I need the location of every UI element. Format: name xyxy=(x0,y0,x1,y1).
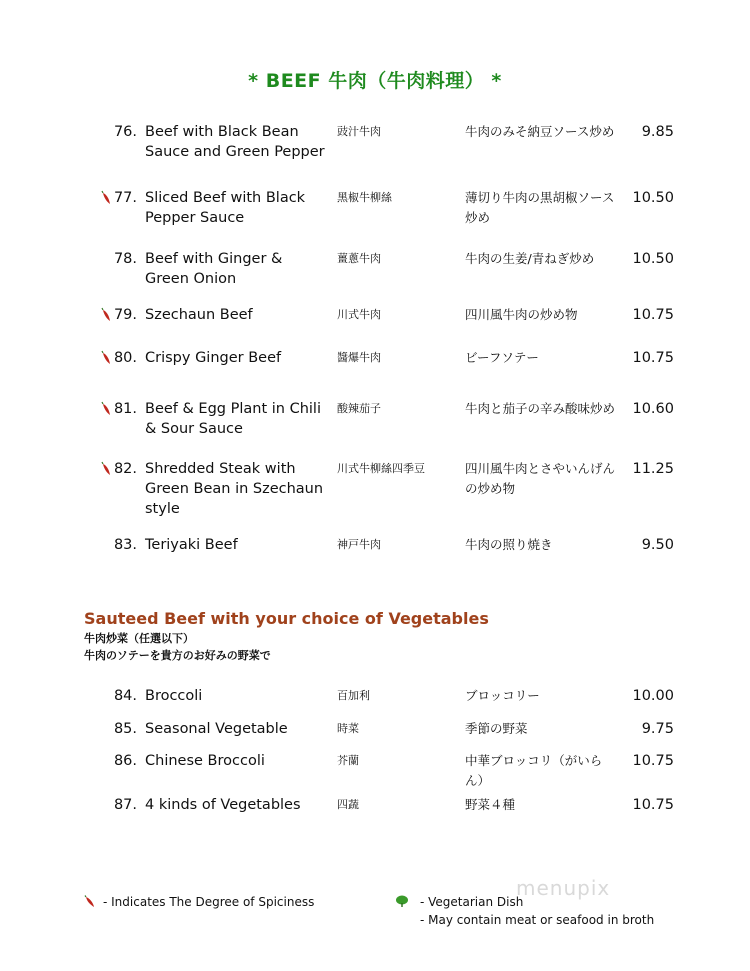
item-price: 10.75 xyxy=(632,350,674,366)
item-name-japanese: 牛肉と茄子の辛み酸味炒め xyxy=(465,401,616,416)
item-number: 81. xyxy=(113,401,137,417)
item-name-chinese: 黑椒牛柳絲 xyxy=(337,191,392,204)
item-name-chinese: 芥蘭 xyxy=(337,754,359,767)
item-number: 79. xyxy=(113,307,137,323)
item-price: 9.85 xyxy=(641,124,674,140)
item-name-japanese: 野菜４種 xyxy=(465,797,516,812)
item-name-chinese: 薑蔥牛肉 xyxy=(337,252,381,265)
item-name-english: Beef with Black Bean Sauce and Green Pepper xyxy=(145,124,325,160)
item-name-chinese: 酸辣茄子 xyxy=(337,402,381,415)
item-price: 9.75 xyxy=(641,721,674,737)
item-name-chinese: 神戸牛肉 xyxy=(337,538,381,551)
item-name-english: Szechaun Beef xyxy=(145,307,253,323)
item-price: 10.75 xyxy=(632,753,674,769)
item-price: 10.75 xyxy=(632,797,674,813)
item-name-japanese: 季節の野菜 xyxy=(465,721,528,736)
broth-note: - May contain meat or seafood in broth xyxy=(420,913,655,927)
item-name-japanese: ビーフソテー xyxy=(465,350,539,365)
chili-icon xyxy=(101,307,111,323)
item-name-english: Crispy Ginger Beef xyxy=(145,350,282,366)
section-subtitle-chinese: 牛肉炒菜（任選以下） xyxy=(84,632,194,645)
item-name-chinese: 豉汁牛肉 xyxy=(337,125,381,138)
watermark: menupix xyxy=(516,876,611,900)
item-name-english: Seasonal Vegetable xyxy=(145,721,288,737)
item-number: 80. xyxy=(113,350,137,366)
item-name-japanese: 四川風牛肉とさやいんげんの炒め物 xyxy=(465,461,616,496)
item-price: 10.50 xyxy=(632,190,674,206)
item-name-japanese: 牛肉の生姜/青ねぎ炒め xyxy=(465,251,595,266)
item-name-english: Beef with Ginger & Green Onion xyxy=(145,251,283,287)
chili-icon xyxy=(84,895,96,909)
item-name-japanese: 四川風牛肉の炒め物 xyxy=(465,307,578,322)
item-number: 76. xyxy=(113,124,137,140)
spicy-note: - Indicates The Degree of Spiciness xyxy=(103,895,315,909)
item-name-japanese: 牛肉のみそ納豆ソース炒め xyxy=(465,124,615,139)
section-title: Sauteed Beef with your choice of Vegetables xyxy=(84,609,489,628)
item-number: 84. xyxy=(113,688,137,704)
item-name-english: Chinese Broccoli xyxy=(145,753,265,769)
item-name-chinese: 時菜 xyxy=(337,722,359,735)
vegetarian-note: - Vegetarian Dish xyxy=(420,895,524,909)
item-name-chinese: 川式牛柳絲四季豆 xyxy=(337,462,425,475)
item-name-english: Teriyaki Beef xyxy=(145,537,238,553)
leaf-icon xyxy=(395,894,409,908)
chili-icon xyxy=(101,350,111,366)
section-subtitle-japanese: 牛肉のソテーを貴方のお好みの野菜で xyxy=(84,649,271,662)
item-number: 78. xyxy=(113,251,137,267)
item-price: 10.50 xyxy=(632,251,674,267)
item-number: 77. xyxy=(113,190,137,206)
item-number: 85. xyxy=(113,721,137,737)
item-number: 82. xyxy=(113,461,137,477)
item-name-english: Broccoli xyxy=(145,688,203,704)
item-number: 87. xyxy=(113,797,137,813)
chili-icon xyxy=(101,190,111,206)
item-price: 10.75 xyxy=(632,307,674,323)
item-name-english: Beef & Egg Plant in Chili & Sour Sauce xyxy=(145,401,321,437)
item-price: 11.25 xyxy=(632,461,674,477)
item-name-english: Sliced Beef with Black Pepper Sauce xyxy=(145,190,306,226)
item-name-chinese: 川式牛肉 xyxy=(337,308,381,321)
item-name-chinese: 醬爆牛肉 xyxy=(337,351,381,364)
chili-icon xyxy=(101,401,111,417)
item-price: 9.50 xyxy=(641,537,674,553)
item-price: 10.60 xyxy=(632,401,674,417)
item-name-japanese: 薄切り牛肉の黒胡椒ソース炒め xyxy=(465,190,615,225)
menu-title: * BEEF 牛肉（牛肉料理） * xyxy=(248,70,502,92)
item-name-japanese: 中華ブロッコリ（がいらん） xyxy=(465,753,603,788)
item-name-chinese: 百加利 xyxy=(337,689,370,702)
item-name-japanese: ブロッコリー xyxy=(465,688,540,703)
item-name-english: 4 kinds of Vegetables xyxy=(145,797,301,813)
chili-icon xyxy=(101,461,111,477)
item-name-english: Shredded Steak with Green Bean in Szechaun style xyxy=(145,461,324,517)
item-number: 83. xyxy=(113,537,137,553)
item-number: 86. xyxy=(113,753,137,769)
item-name-japanese: 牛肉の照り焼き xyxy=(465,537,553,552)
item-price: 10.00 xyxy=(632,688,674,704)
item-name-chinese: 四蔬 xyxy=(337,798,359,811)
